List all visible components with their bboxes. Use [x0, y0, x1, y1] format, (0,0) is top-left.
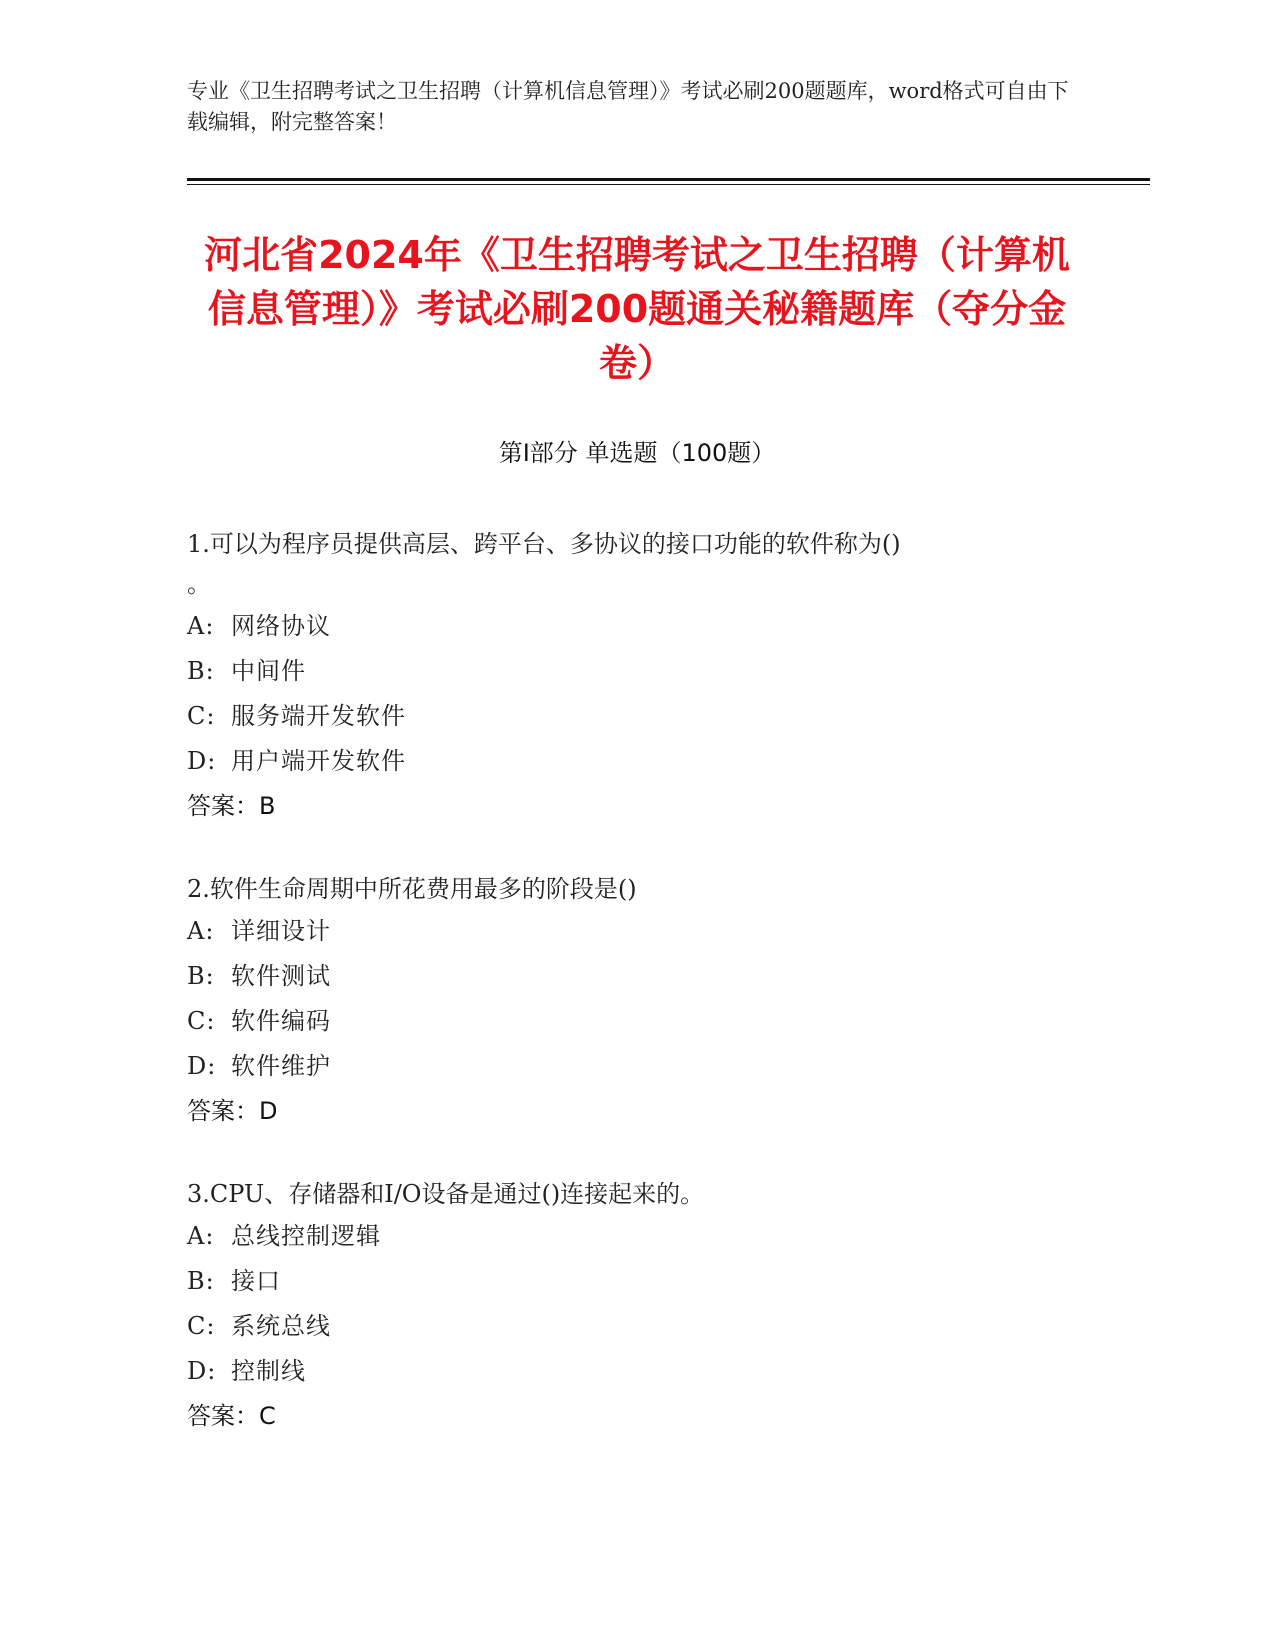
option-d [187, 1349, 1087, 1394]
option-text: 软件编码 [231, 1007, 331, 1035]
option-text: 软件测试 [231, 962, 331, 990]
header-note: 专业《卫生招聘考试之卫生招聘（计算机信息管理）》考试必刷200题题库，word格式可自由下载编辑，附完整答案！ [187, 79, 1069, 134]
option-text: 软件维护 [231, 1052, 331, 1080]
option-key: D: [187, 1052, 217, 1080]
document-title: 河北省2024年《卫生招聘考试之卫生招聘（计算机信息管理）》考试必刷200题通关秘籍题库（夺分金卷） [204, 233, 1070, 385]
answer: 答案：C [187, 1402, 276, 1430]
option-key: C: [187, 1007, 216, 1035]
option-c [187, 999, 1087, 1044]
option-key: D: [187, 1357, 217, 1385]
question-list [187, 524, 1087, 1479]
option-c [187, 694, 1087, 739]
option-key: A: [187, 612, 215, 640]
option-key: D: [187, 747, 217, 775]
question-2 [187, 869, 1087, 1134]
answer: 答案：D [187, 1097, 278, 1125]
option-a [187, 604, 1087, 649]
option-key: C: [187, 1312, 216, 1340]
option-b [187, 954, 1087, 999]
option-text: 接口 [231, 1267, 281, 1295]
option-text: 网络协议 [231, 612, 331, 640]
option-c [187, 1304, 1087, 1349]
option-key: B: [187, 1267, 215, 1295]
option-text: 系统总线 [231, 1312, 331, 1340]
question-stem-continuation: 。 [187, 570, 211, 598]
header-rule-thin [187, 184, 1150, 185]
option-text: 中间件 [231, 657, 306, 685]
option-key: B: [187, 657, 215, 685]
option-b [187, 649, 1087, 694]
option-d [187, 739, 1087, 784]
question-1 [187, 524, 1087, 829]
option-text: 服务端开发软件 [231, 702, 406, 730]
option-key: B: [187, 962, 215, 990]
option-key: A: [187, 1222, 215, 1250]
answer: 答案：B [187, 792, 276, 820]
header-rule-thick [187, 178, 1150, 181]
option-text: 控制线 [231, 1357, 306, 1385]
option-key: A: [187, 917, 215, 945]
option-b [187, 1259, 1087, 1304]
option-text: 用户端开发软件 [231, 747, 406, 775]
question-stem: 2.软件生命周期中所花费用最多的阶段是() [187, 875, 637, 903]
section-heading: 第Ⅰ部分 单选题（100题） [498, 439, 776, 467]
option-text: 详细设计 [231, 917, 331, 945]
question-3 [187, 1174, 1087, 1439]
option-key: C: [187, 702, 216, 730]
option-text: 总线控制逻辑 [231, 1222, 381, 1250]
question-stem: 1.可以为程序员提供高层、跨平台、多协议的接口功能的软件称为() [187, 530, 901, 558]
option-d [187, 1044, 1087, 1089]
question-stem: 3.CPU、存储器和I/O设备是通过()连接起来的。 [187, 1180, 705, 1208]
option-a [187, 909, 1087, 954]
option-a [187, 1214, 1087, 1259]
